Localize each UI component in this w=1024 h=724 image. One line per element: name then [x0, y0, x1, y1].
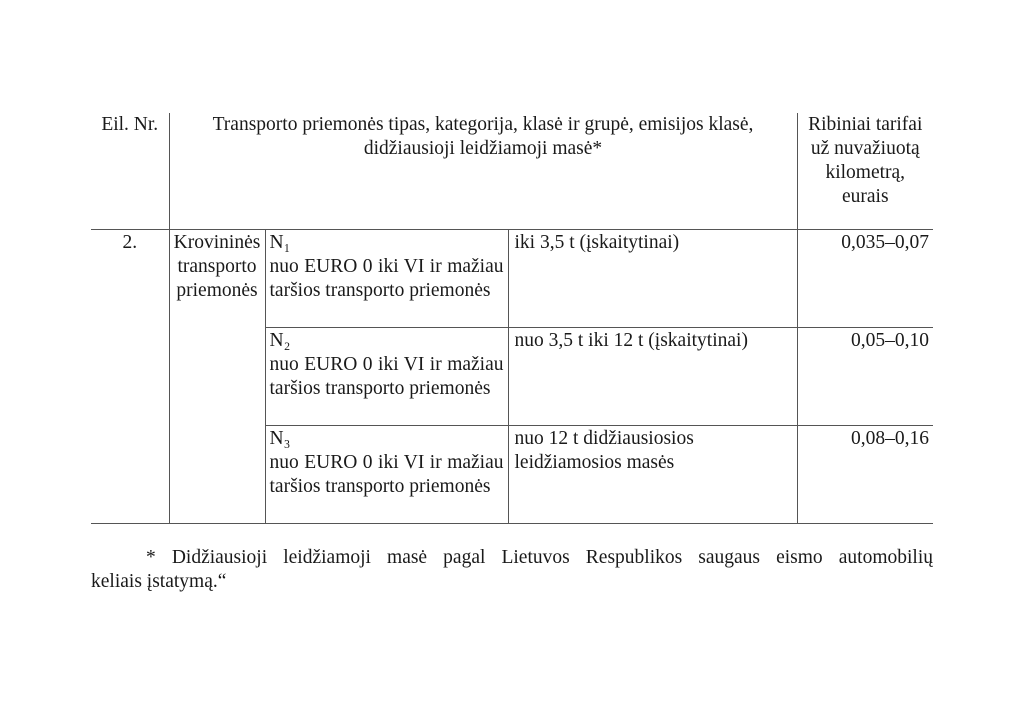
table-row [91, 230, 933, 328]
tariff-cell: 0,035–0,07 [797, 230, 933, 328]
mass-cell: nuo 12 t didžiausiosios leidžiamosios masės [508, 426, 797, 524]
header-description: Transporto priemonės tipas, kategorija, klasė ir grupė, emisijos klasė, didžiausioji leidžiamoji masė* [169, 113, 797, 230]
footnote-line-2: keliais įstatymą.“ [91, 571, 227, 592]
header-number: Eil. Nr. [91, 113, 169, 230]
category-emission: nuo EURO 0 iki VI ir mažiau taršios transporto priemonės [269, 256, 504, 301]
footnote-line-1: * Didžiausioji leidžiamoji masė pagal Lietuvos Respublikos saugaus eismo automobilių [146, 547, 933, 568]
category-code: N₂ [269, 330, 291, 351]
category-cell [265, 328, 508, 426]
footnote [91, 546, 933, 594]
mass-cell: nuo 3,5 t iki 12 t (įskaitytinai) [508, 328, 797, 426]
mass-cell: iki 3,5 t (įskaitytinai) [508, 230, 797, 328]
category-cell [265, 230, 508, 328]
category-emission: nuo EURO 0 iki VI ir mažiau taršios transporto priemonės [269, 354, 504, 399]
category-code: N₃ [269, 428, 291, 449]
tariff-cell: 0,05–0,10 [797, 328, 933, 426]
vehicle-type: Krovininės transporto priemonės [169, 230, 265, 524]
tariff-table [91, 113, 933, 524]
category-cell [265, 426, 508, 524]
tariff-cell: 0,08–0,16 [797, 426, 933, 524]
table-header-row [91, 113, 933, 230]
header-tariff: Ribiniai tarifai už nuvažiuotą kilometrą, eurais [797, 113, 933, 230]
category-emission: nuo EURO 0 iki VI ir mažiau taršios transporto priemonės [269, 452, 504, 497]
row-number: 2. [91, 230, 169, 524]
category-code: N₁ [269, 232, 291, 253]
